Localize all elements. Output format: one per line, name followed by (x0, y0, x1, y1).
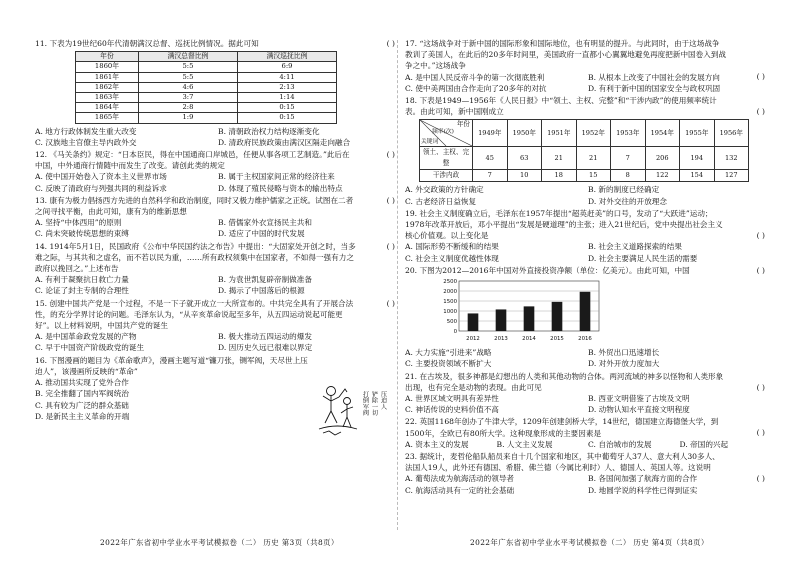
q19-stem: 19. 社会主义制度确立后，毛泽东在1957年提出“超英赶美”的口号，发动了“大跃进”运动；1978年改革开放后，邓小平提出“发展是硬道理”的主张；进入21世纪后，党中央提出社会主义核心价值观。以上变化是 (405, 208, 723, 241)
option-d: D. 动物认知水平直接文明程度 (588, 405, 690, 415)
year-header: 1954年 (645, 120, 680, 147)
investment-bar-chart (435, 278, 605, 342)
y-tick-label: 2000 (443, 289, 457, 296)
question-12 (35, 149, 395, 194)
option-a: A. 推动国共实现了党外合作 (35, 378, 129, 388)
y-tick-label: 2500 (443, 279, 457, 286)
option-d: D. 地圆学说的科学性已得到证实 (588, 485, 698, 495)
answer-paren: ( ) (756, 428, 765, 438)
q19-options (405, 241, 765, 263)
option-d: D. 因历史久远已很难以界定 (218, 343, 313, 353)
q18-options (405, 184, 765, 206)
q21-stem: 21. 在古埃及，很多神都是幻想出的人类和其他动物的合体。两河流域的神多以怪物和人类形象出现，也有完全是动物的表现。由此可见 (405, 371, 724, 392)
table-cell: 1:14 (237, 93, 336, 103)
table-cell: 7 (473, 170, 508, 182)
option-d: D. 有利于新中国的国家安全与政权巩固 (588, 83, 721, 93)
x-tick-label: 2015 (550, 336, 564, 343)
q23-stem: 23. 据统计，麦哲伦船队船员来自十几个国家和地区，其中葡萄牙人37人、意大利人30多人、法国人19人，此外还有德国、希腊、佛兰德（今属比利时）人、德国人、英国人等。这说明 (405, 452, 720, 473)
table-cell: 1864年 (76, 103, 139, 113)
option-c: C. 航海活动具有一定的社会基础 (405, 485, 515, 495)
table-cell: 122 (645, 170, 680, 182)
page-footer-left: 2022年广东省初中学业水平考试模拟卷（二） 历史 第3页（共8页） (100, 538, 339, 547)
year-header: 1956年 (714, 120, 749, 147)
table-cell: 0:15 (237, 103, 336, 113)
y-tick-label: 1000 (443, 309, 457, 316)
keyword-cell: 领土、主权、完整 (420, 147, 473, 170)
answer-paren: ( ) (386, 150, 395, 160)
option-a: A. 使中国开始卷入了资本主义世界市场 (35, 172, 167, 182)
option-a: A. 大力实施“引进来”战略 (405, 348, 492, 358)
answer-paren: ( ) (756, 474, 765, 484)
y-tick-label: 0 (453, 329, 457, 336)
table-cell: 4:6 (138, 82, 237, 92)
option-b: B. 外贸出口迅速增长 (588, 348, 660, 358)
option-c: C. 早于中国资产阶级政党的诞生 (35, 343, 145, 353)
table-cell: 21 (542, 147, 577, 170)
q15-stem: 15. 创建中国共产党是一个过程，不是一下子就开成立一大所宣布的。中共完全具有了开展合法性，的充分学界讨论的问题。毛泽东认为，“从辛亥革命说起至多年，从五四运动说起可能更好”。以上材料说明，中国共产党的诞生 (35, 298, 354, 331)
table-cell: 5:5 (138, 72, 237, 82)
option-c: C. 主要投资领域不断扩大 (405, 359, 492, 369)
option-b: B. 为袁世凯复辟帝制做准备 (218, 275, 312, 285)
q21-options (405, 393, 765, 415)
table-cell: 132 (714, 147, 749, 170)
option-a: A. 外交政策的方针确定 (405, 185, 484, 195)
y-tick-label: 500 (446, 319, 457, 326)
x-tick-label: 2013 (494, 336, 508, 343)
q11-table (75, 51, 337, 123)
q13-options (35, 217, 395, 239)
y-tick-label: 1500 (443, 299, 457, 306)
table-cell: 4:11 (237, 72, 336, 82)
question-23 (405, 451, 765, 496)
question-13 (35, 195, 395, 240)
option-a: A. 葡萄法成为航海活动的领导者 (405, 474, 515, 484)
option-b: B. 从根本上改变了中国社会的发展方向 (588, 72, 720, 82)
q18-stem: 18. 下表是1949—1956年《人民日报》中“领土、主权、完整”和“干涉内政”的使用频率统计表。由此可知，新中国刚成立 (405, 96, 717, 117)
table-row (76, 82, 337, 92)
table-cell: 2:8 (138, 103, 237, 113)
option-a: A. 是中国革命政党发展的产物 (35, 332, 137, 342)
table-cell: 8 (611, 170, 646, 182)
table-cell: 45 (473, 147, 508, 170)
table-cell: 15 (576, 170, 611, 182)
answer-paren: ( ) (756, 72, 765, 81)
q12-options (35, 171, 395, 193)
corner-frequency-label: 频率(次) (432, 129, 454, 136)
question-14 (35, 241, 395, 297)
table-row (76, 72, 337, 82)
question-11 (35, 38, 395, 148)
cartoon-caption-3: 压迫人 (379, 390, 387, 410)
table-row (420, 147, 749, 170)
year-header: 1949年 (473, 120, 508, 147)
q12-stem: 12. 《马关条约》规定：“日本臣民，得在中国通商口岸城邑，任便从事各项工艺制造。”此后在中国，中外通商行情随中而发生了改变。请创此类的规定 (35, 150, 350, 171)
q18-table-corner (420, 120, 473, 147)
option-a: A. 有利于凝聚抗日救亡力量 (35, 275, 129, 285)
option-b: B. 社会主义道路探索的结果 (588, 242, 682, 252)
table-row (76, 113, 337, 123)
table-cell: 1:9 (138, 113, 237, 123)
q15-options (35, 331, 395, 353)
year-header: 1951年 (542, 120, 577, 147)
question-16 (35, 355, 395, 422)
answer-paren: ( ) (756, 382, 765, 392)
option-d: D. 社会主要满足人民生活的需要 (588, 253, 698, 263)
option-d: D. 是新民主主义革命的开端 (35, 411, 130, 421)
option-c: C. 汉族地主官僚主导内政外交 (35, 137, 137, 147)
table-cell: 6:9 (237, 62, 336, 72)
answer-paren: ( ) (756, 265, 765, 275)
option-b: B. 借儒家外衣宣扬民主共和 (218, 218, 312, 228)
answer-paren: ( ) (756, 107, 765, 117)
bar (524, 306, 535, 331)
q14-stem: 14. 1914年5月1日，民国政府《公布中华民国约法之布告》中提出：“大固家处开创之时，当多难之际，与其共和之虚名，而不若以民为重，……所有政权须集中在国家者，不如得一强有力之政府以挽回之。”上述布告 (35, 241, 356, 274)
question-20 (405, 265, 765, 370)
x-tick-label: 2012 (466, 336, 480, 343)
table-cell: 127 (714, 170, 749, 182)
option-a: A. 国际形势不断缓和的结果 (405, 242, 499, 252)
option-a: A. 世界区域文明具有差异性 (405, 394, 499, 404)
option-c: C. 具有较为广泛的群众基础 (35, 400, 129, 410)
option-c: C. 尚未突破传统思想的束缚 (35, 229, 129, 239)
table-row (76, 103, 337, 113)
q22-stem: 22. 英国1168年创办了牛津大学，1209年创建剑桥大学，14世纪，德国建立海德堡大学，到1500年，全欧已有80所大学。这种现象形成的主要因素是 (405, 417, 719, 438)
bar (496, 309, 507, 331)
bar (580, 292, 591, 331)
option-d: D. 揭示了中国落后的根源 (218, 286, 305, 296)
option-c: C. 社会主义制度优越性体现 (405, 253, 499, 263)
option-b: B. 属于主权国家间正常的经济往来 (218, 172, 335, 182)
q22-options (405, 439, 765, 450)
table-cell: 63 (507, 147, 542, 170)
q11-stem: 11. 下表为19世纪60年代清朝满汉总督、巡抚比例情况。据此可知 (35, 39, 259, 48)
option-a: A. 地方行政体制发生重大改变 (35, 126, 137, 136)
q11-header: 满汉总督比例 (138, 52, 237, 62)
left-column (35, 38, 395, 423)
q16-options (35, 377, 305, 422)
option-c: C. 反映了清政府与列强共同的利益诉求 (35, 183, 167, 193)
q14-options (35, 274, 395, 296)
table-cell: 18 (542, 170, 577, 182)
option-d: D. 适应了中国的时代发展 (218, 229, 305, 239)
option-b: B. 新的制度已经确定 (588, 185, 660, 195)
corner-keyword-label: 关键词 (421, 139, 439, 146)
cartoon-caption-1: 打倒军阀 (361, 390, 369, 416)
table-cell: 206 (645, 147, 680, 170)
q20-stem: 20. 下图为2012—2016年中国对外直接投资净额（单位：亿美元）。由此可知，中国 (405, 265, 690, 275)
year-header: 1952年 (576, 120, 611, 147)
answer-paren: ( ) (386, 195, 395, 205)
cartoon-caption-2: 铲除一切 (370, 390, 378, 416)
q23-options (405, 473, 765, 495)
x-tick-label: 2016 (578, 336, 592, 343)
table-row (76, 93, 337, 103)
table-cell: 3:7 (138, 93, 237, 103)
question-19 (405, 208, 765, 264)
keyword-cell: 干涉内政 (420, 170, 473, 182)
table-cell: 1863年 (76, 93, 139, 103)
table-cell: 194 (680, 147, 715, 170)
option-a: A. 坚持“中体西用”的原则 (35, 218, 122, 228)
option-a: A. 是中国人民反帝斗争的第一次彻底胜利 (405, 72, 545, 82)
option-b: B. 各国间加强了航海方面的合作 (588, 474, 698, 484)
table-row (420, 170, 749, 182)
option-d: D. 清政府民族政策由满汉区隔走向融合 (218, 137, 351, 147)
page-footer-right: 2022年广东省初中学业水平考试模拟卷（二） 历史 第4页（共8页） (470, 538, 709, 547)
answer-paren: ( ) (386, 39, 395, 48)
option-d: D. 对外交往的开放理念 (588, 196, 667, 206)
option-b: B. 清朝政治权力结构逐渐变化 (218, 126, 320, 136)
table-cell: 154 (680, 170, 715, 182)
q11-header: 年份 (76, 52, 139, 62)
revolution-song-cartoon (317, 377, 391, 447)
option-d: D. 对外开放力度加大 (588, 359, 660, 369)
table-cell: 2:13 (237, 82, 336, 92)
table-cell: 1860年 (76, 62, 139, 72)
option-b: B. 西亚文明借鉴了古埃及文明 (588, 394, 690, 404)
q20-options (405, 347, 765, 369)
year-header: 1953年 (611, 120, 646, 147)
option-b: B. 完全推翻了国内军阀统治 (35, 389, 129, 399)
option-a: A. 资本主义的发展 (405, 439, 469, 449)
option-d: D. 帝国的兴起 (679, 439, 729, 449)
question-17 (405, 38, 765, 94)
question-15 (35, 298, 395, 354)
table-cell: 10 (507, 170, 542, 182)
option-c: C. 自治城市的发展 (588, 439, 652, 449)
question-22 (405, 416, 765, 450)
question-21 (405, 371, 765, 416)
q16-stem: 16. 下图漫画的题目为《革命歌声》，漫画主题写道“镰刀张，铡军阀，天尽世上压迫人”，该漫画所反映的“革命” (35, 355, 308, 376)
table-cell: 1862年 (76, 82, 139, 92)
option-c: C. 神话传说的史料价值不高 (405, 405, 499, 415)
option-c: C. 古老经济日益恢复 (405, 196, 477, 206)
x-tick-label: 2014 (522, 336, 536, 343)
cartoon-figures (319, 386, 357, 435)
q11-header: 满汉巡抚比例 (237, 52, 336, 62)
question-18 (405, 95, 765, 207)
bar (468, 313, 479, 331)
answer-paren: ( ) (756, 230, 765, 240)
answer-paren: ( ) (386, 298, 395, 308)
right-column (405, 38, 765, 497)
column-divider (397, 40, 398, 530)
table-cell: 0:15 (237, 113, 336, 123)
q11-options (35, 126, 395, 148)
corner-year-label: 年份 (456, 120, 470, 129)
table-row (76, 62, 337, 72)
q17-options (405, 72, 765, 94)
year-header: 1950年 (507, 120, 542, 147)
option-b: B. 极大推动五四运动的爆发 (218, 332, 312, 342)
option-d: D. 体现了殖民侵略与资本的输出特点 (218, 183, 343, 193)
option-c: C. 论证了封主专制的合理性 (35, 286, 129, 296)
answer-paren: ( ) (386, 241, 395, 251)
bar (552, 302, 563, 331)
option-b: B. 人文主义发展 (496, 439, 553, 449)
table-cell: 1865年 (76, 113, 139, 123)
table-cell: 5:5 (138, 62, 237, 72)
year-header: 1955年 (680, 120, 715, 147)
q13-stem: 13. 康有为极力倡扬西方先进的自然科学和政治制度，同时又极力维护儒家之正统。试图在二者之间寻找平衡，由此可知，康有为的维新思想 (35, 195, 354, 217)
q18-table (419, 119, 749, 182)
table-cell: 1861年 (76, 72, 139, 82)
table-cell: 7 (611, 147, 646, 170)
table-cell: 21 (576, 147, 611, 170)
option-c: C. 使中美两国由合作走向了20多年的对抗 (405, 83, 547, 93)
q17-stem: 17. “这场战争对于新中国的国际形象和国际地位，也有明显的提升。与此同时，由于这场战争教训了美国人，在此后的20多年时间里，美国政府一直都小心翼翼地避免再度把新中国卷入到战争之中。”这场战争 (405, 39, 727, 71)
